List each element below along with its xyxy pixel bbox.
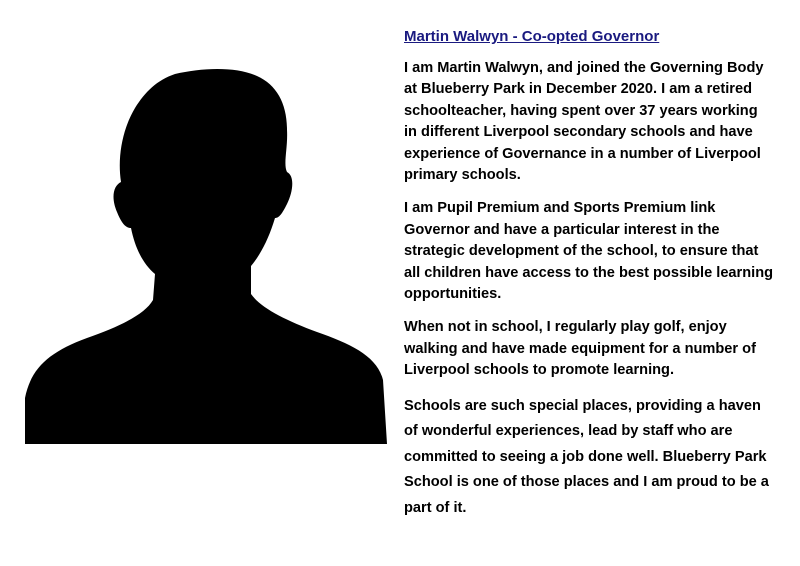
governor-name-title: Martin Walwyn - Co-opted Governor	[404, 28, 660, 45]
person-silhouette-icon	[25, 68, 387, 444]
bio-paragraph-interests: When not in school, I regularly play golf, enjoy walking and have made equipment for a number of Liverpool schools to promote learning.	[404, 319, 756, 379]
bio-paragraph-intro: I am Martin Walwyn, and joined the Governing Body at Blueberry Park in December 2020. I am a retired schoolteacher, having spent over 37 years working in different Liverpool secondary schools and have experience of Governance in a number of Liverpool primary schools.	[404, 60, 764, 184]
profile-text-block	[404, 26, 774, 534]
bio-paragraph-closing: Schools are such special places, providing a haven of wonderful experiences, lead by staff who are committed to seeing a job done well. Blueberry Park School is one of those places and I am proud to be a part of it.	[404, 397, 769, 517]
bio-paragraph-role: I am Pupil Premium and Sports Premium link Governor and have a particular interest in the strategic development of the school, to ensure that all children have access to the best possible learning opportunities.	[404, 200, 774, 303]
profile-silhouette-image	[25, 68, 387, 444]
